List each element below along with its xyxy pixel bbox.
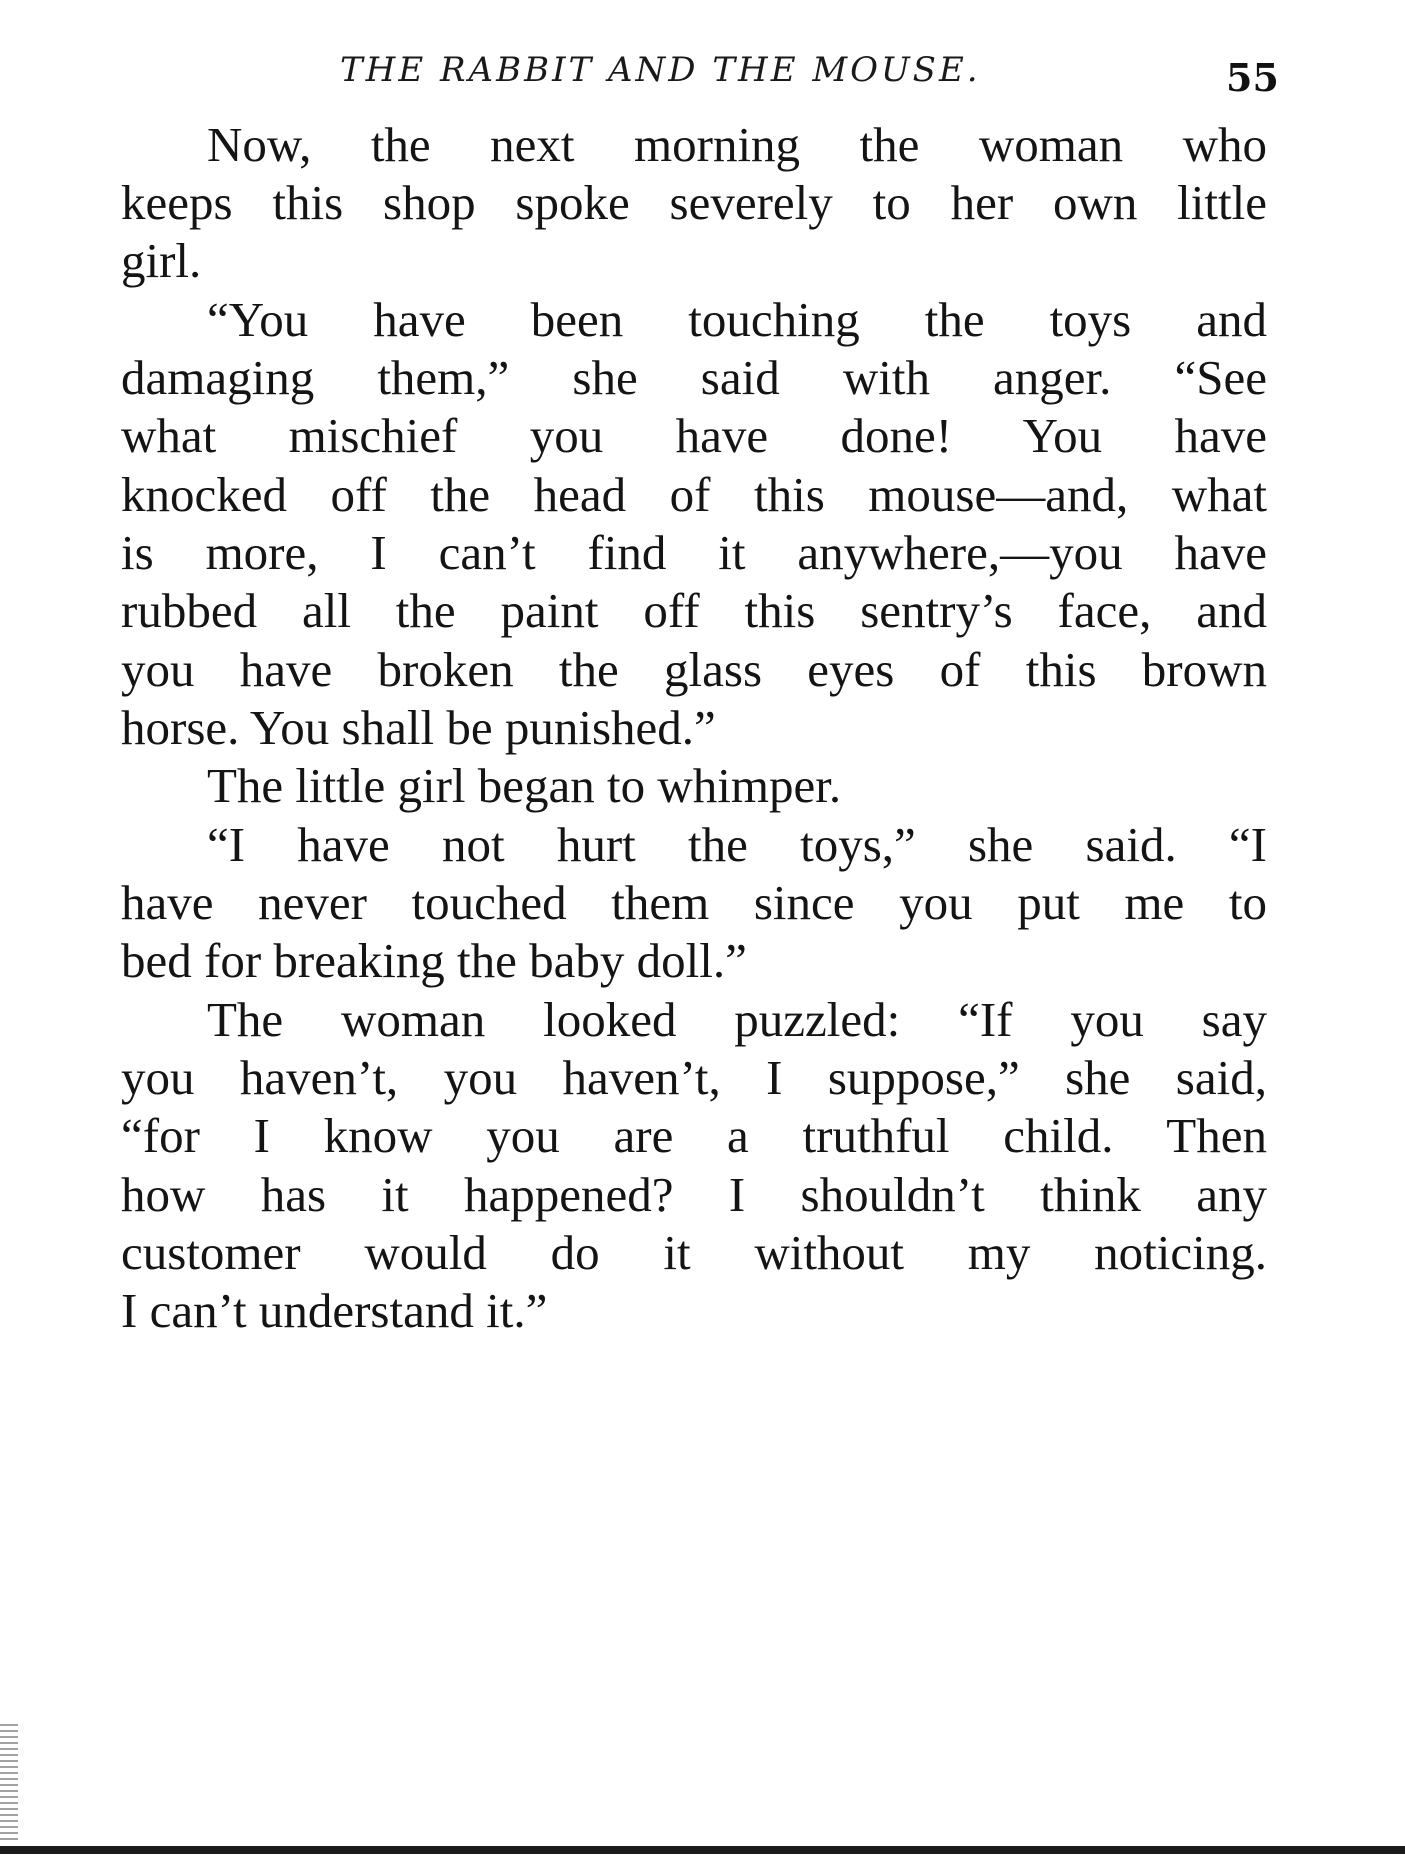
text-line: how has it happened? I shouldn’t think any xyxy=(121,1167,1267,1222)
scan-bottom-edge xyxy=(0,1846,1405,1854)
text-line: bed for breaking the baby doll.” xyxy=(121,933,747,988)
text-line: keeps this shop spoke severely to her own little xyxy=(121,175,1267,230)
text-line: knocked off the head of this mouse—and, what xyxy=(121,467,1267,522)
text-line: Now, the next morning the woman who xyxy=(207,117,1267,172)
text-line: horse. You shall be punished.” xyxy=(121,700,716,755)
text-line: is more, I can’t find it anywhere,—you have xyxy=(121,525,1267,580)
page-number: 55 xyxy=(1226,55,1279,100)
text-line: what mischief you have done! You have xyxy=(121,408,1267,463)
text-line: “for I know you are a truthful child. Then xyxy=(121,1108,1267,1163)
text-line: “You have been touching the toys and xyxy=(207,292,1267,347)
text-line: I can’t understand it.” xyxy=(121,1283,548,1338)
running-head-title: THE RABBIT AND THE MOUSE. xyxy=(340,50,981,90)
scan-edge-artifact xyxy=(0,1720,18,1840)
text-line: The little girl began to whimper. xyxy=(207,758,842,813)
text-line: “I have not hurt the toys,” she said. “I xyxy=(207,817,1267,872)
text-line: The woman looked puzzled: “If you say xyxy=(207,992,1267,1047)
text-line: girl. xyxy=(121,233,202,288)
text-line: you have broken the glass eyes of this brown xyxy=(121,642,1267,697)
text-line: customer would do it without my noticing. xyxy=(121,1225,1267,1280)
text-line: have never touched them since you put me to xyxy=(121,875,1267,930)
text-line: damaging them,” she said with anger. “See xyxy=(121,350,1267,405)
text-line: rubbed all the paint off this sentry’s face, and xyxy=(121,583,1267,638)
text-line: you haven’t, you haven’t, I suppose,” she said, xyxy=(121,1050,1267,1105)
